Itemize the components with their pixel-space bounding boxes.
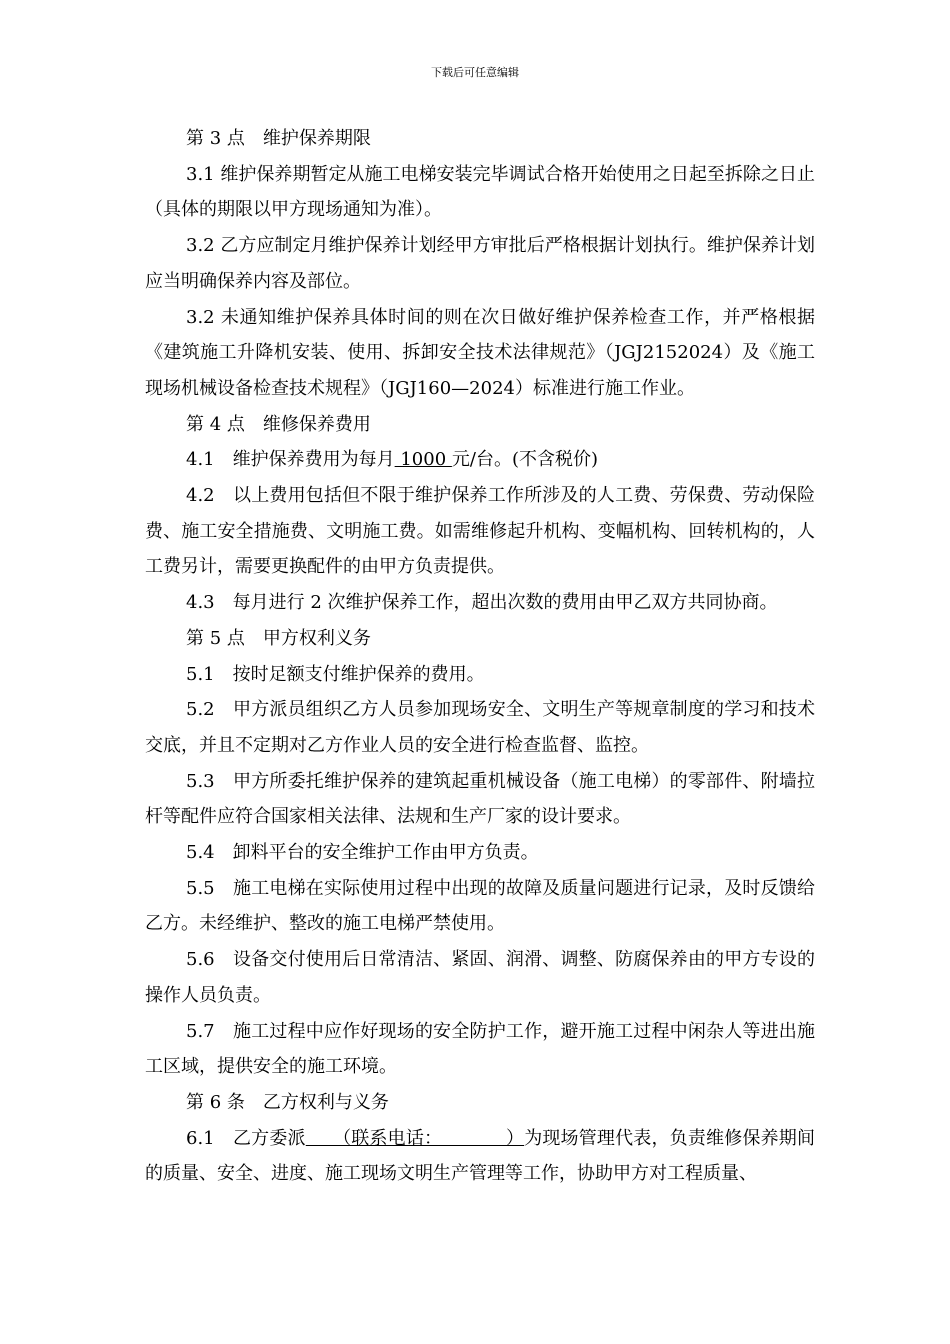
clause-6-1-before: 6.1 乙方委派 <box>186 1127 306 1149</box>
monthly-fee-value: 1000 <box>394 449 452 471</box>
clause-6-1 <box>145 1121 815 1192</box>
clause-4-1-before: 4.1 维护保养费用为每月 <box>186 449 395 471</box>
clause-6-1-after: 为现场管理代表，负责维修保养期间的质量、安全、进度、施工现场文明生产管理等工作，协助甲方对工程质量、 <box>145 1127 815 1185</box>
clause-3-2-plan: 3.2 乙方应制定月维护保养计划经甲方审批后严格根据计划执行。维护保养计划应当明确保养内容及部位。 <box>145 235 815 292</box>
clause-5-5: 5.5 施工电梯在实际使用过程中出现的故障及质量问题进行记录，及时反馈给乙方。未经维护、整改的施工电梯严禁使用。 <box>145 877 815 935</box>
section-4-heading: 第 4 点 维修保养费用 <box>186 413 371 435</box>
clause-4-2: 4.2 以上费用包括但不限于维护保养工作所涉及的人工费、劳保费、劳动保险费、施工安全措施费、文明施工费。如需维修起升机构、变幅机构、回转机构的，人工费另计，需要更换配件的由甲方负责提供。 <box>145 485 815 578</box>
clause-5-1: 5.1 按时足额支付维护保养的费用。 <box>186 663 485 685</box>
clause-5-3: 5.3 甲方所委托维护保养的建筑起重机械设备（施工电梯）的零部件、附墙拉杆等配件应符合国家相关法律、法规和生产厂家的设计要求。 <box>145 770 815 828</box>
clause-4-1 <box>145 442 815 478</box>
clause-3-1: 3.1 维护保养期暂定从施工电梯安装完毕调试合格开始使用之日起至拆除之日止（具体的期限以甲方现场通知为准）。 <box>145 163 815 221</box>
clause-4-1-after: 元/台。(不含税价) <box>451 449 598 471</box>
contact-phone-blank: （联系电话： ） <box>305 1127 525 1149</box>
clause-5-7: 5.7 施工过程中应作好现场的安全防护工作，避开施工过程中闲杂人等进出施工区域，提供安全的施工环境。 <box>145 1020 815 1078</box>
clause-4-3: 4.3 每月进行 2 次维护保养工作，超出次数的费用由甲乙双方共同协商。 <box>186 592 778 614</box>
section-5-heading: 第 5 点 甲方权利义务 <box>186 627 371 649</box>
section-3-heading: 第 3 点 维护保养期限 <box>186 128 371 149</box>
document-body <box>145 121 815 1192</box>
page-header: 下载后可任意编辑 <box>431 66 519 79</box>
section-6-heading: 第 6 条 乙方权利与义务 <box>186 1091 389 1113</box>
clause-5-6: 5.6 设备交付使用后日常清洁、紧固、润滑、调整、防腐保养由的甲方专设的操作人员负责。 <box>145 949 815 1006</box>
clause-5-4: 5.4 卸料平台的安全维护工作由甲方负责。 <box>186 842 539 864</box>
clause-3-2-inspection: 3.2 未通知维护保养具体时间的则在次日做好维护保养检查工作，并严格根据《建筑施工升降机安装、使用、拆卸安全技术法律规范》（JGJ2152024）及《施工现场机械设备检查技术规程》（JGJ160—2024）标准进行施工作业。 <box>145 306 815 399</box>
clause-5-2: 5.2 甲方派员组织乙方人员参加现场安全、文明生产等规章制度的学习和技术交底，并且不定期对乙方作业人员的安全进行检查监督、监控。 <box>145 699 815 756</box>
